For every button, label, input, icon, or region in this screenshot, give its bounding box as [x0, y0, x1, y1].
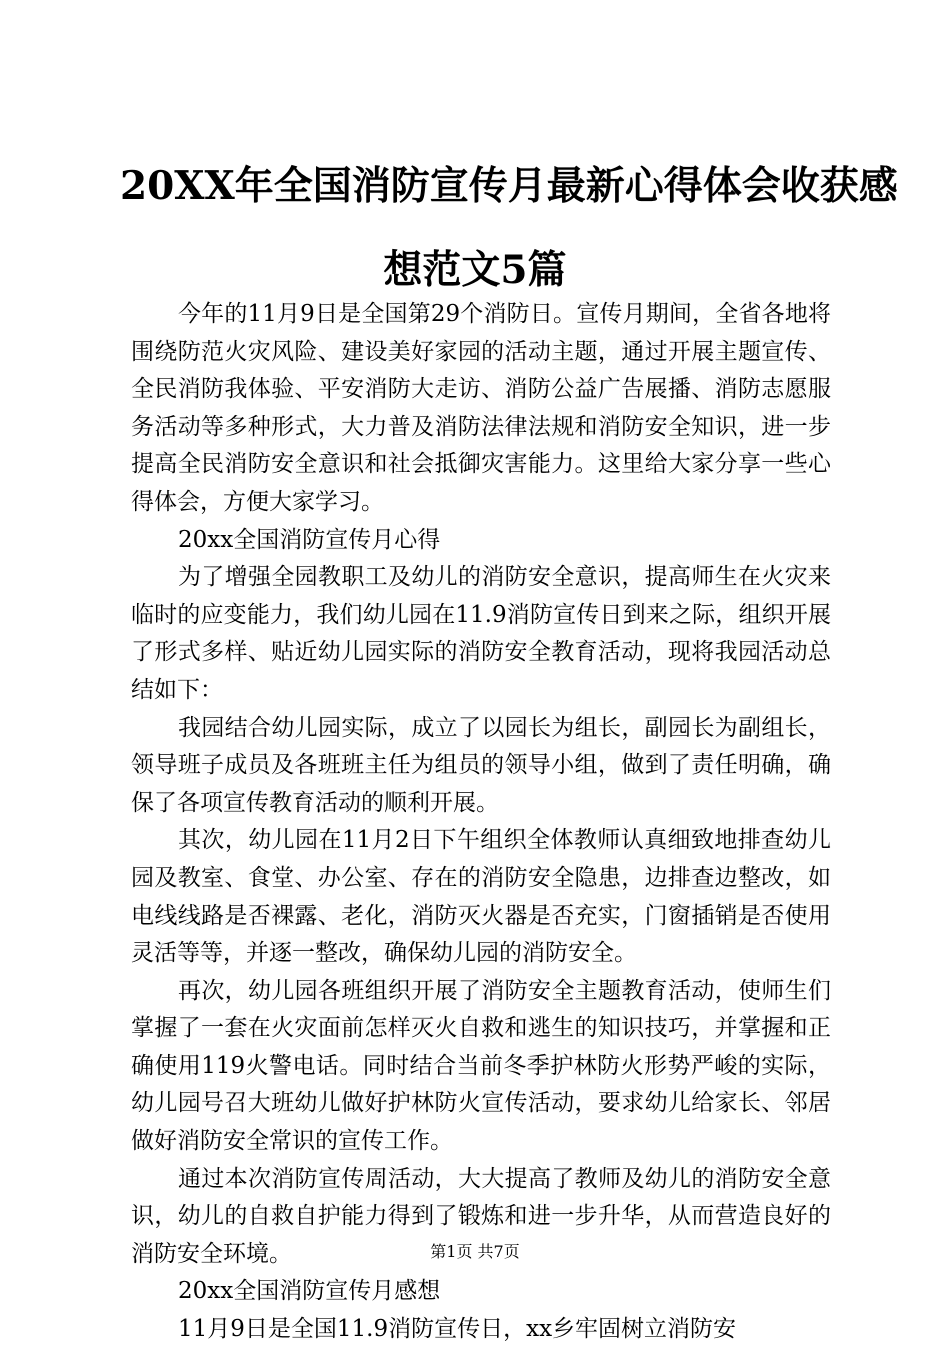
- body-paragraph: 其次，幼儿园在11月2日下午组织全体教师认真细致地排查幼儿园及教室、食堂、办公室、存在的消防安全隐患，边排查边整改，如电线线路是否裸露、老化，消防灭火器是否充实，门窗插销是否使用灵活等等，并逐一整改，确保幼儿园的消防安全。: [131, 827, 831, 967]
- document-body: [131, 296, 831, 1349]
- section-heading-xinde: 20xx全国消防宣传月心得: [178, 526, 441, 553]
- intro-paragraph: 今年的11月9日是全国第29个消防日。宣传月期间，全省各地将围绕防范火灾风险、建设美好家园的活动主题，通过开展主题宣传、全民消防我体验、平安消防大走访、消防公益广告展播、消防志愿服务活动等多种形式，大力普及消防法律法规和消防安全知识，进一步提高全民消防安全意识和社会抵御灾害能力。这里给大家分享一些心得体会，方便大家学习。: [131, 301, 831, 515]
- body-paragraph: 通过本次消防宣传周活动，大大提高了教师及幼儿的消防安全意识，幼儿的自救自护能力得到了锻炼和进一步升华，从而营造良好的消防安全环境。: [131, 1165, 831, 1267]
- document-title-line-2: 想范文5篇: [383, 247, 567, 293]
- page-footer: 第1页 共7页: [430, 1242, 520, 1261]
- body-paragraph: 再次，幼儿园各班组织开展了消防安全主题教育活动，使师生们掌握了一套在火灾面前怎样灭火自救和逃生的知识技巧，并掌握和正确使用119火警电话。同时结合当前冬季护林防火形势严峻的实际，幼儿园号召大班幼儿做好护林防火宣传活动，要求幼儿给家长、邻居做好消防安全常识的宣传工作。: [131, 977, 831, 1155]
- body-paragraph: 为了增强全园教职工及幼儿的消防安全意识，提高师生在火灾来临时的应变能力，我们幼儿园在11.9消防宣传日到来之际，组织开展了形式多样、贴近幼儿园实际的消防安全教育活动，现将我园活动总结如下：: [131, 564, 831, 703]
- document-title-line-1: 20XX年全国消防宣传月最新心得体会收获感: [120, 163, 898, 209]
- body-paragraph: 11月9日是全国11.9消防宣传日，xx乡牢固树立消防安: [178, 1316, 737, 1343]
- body-paragraph: 我园结合幼儿园实际，成立了以园长为组长，副园长为副组长，领导班子成员及各班班主任为组员的领导小组，做到了责任明确，确保了各项宣传教育活动的顺利开展。: [131, 714, 831, 816]
- section-heading-ganxiang: 20xx全国消防宣传月感想: [178, 1278, 441, 1305]
